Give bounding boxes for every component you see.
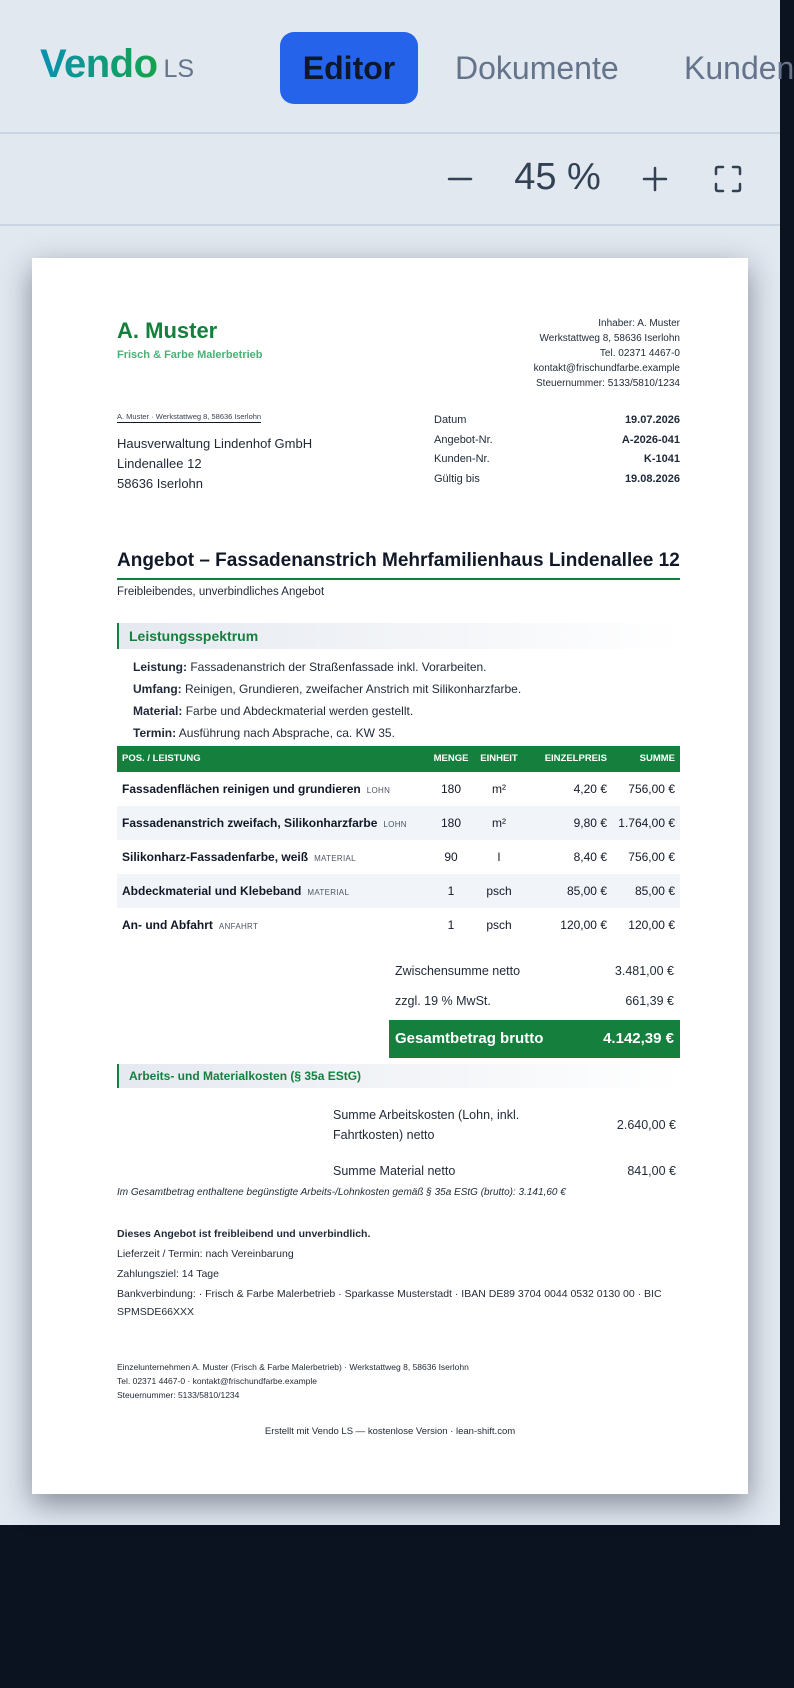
gross-total-row (389, 1020, 680, 1058)
item-sum: 120,00 € (628, 918, 675, 932)
item-price: 4,20 € (573, 782, 607, 796)
item-cell (117, 874, 429, 908)
item-unit: m² (492, 816, 506, 830)
scope-list (133, 656, 521, 744)
subtotal-label: Zwischensumme netto (395, 964, 521, 978)
meta-row (434, 414, 680, 434)
item-tag: MATERIAL (314, 854, 356, 863)
footer-credit: Erstellt mit Vendo LS — kostenlose Version · lean-shift.com (264, 1426, 516, 1437)
section-heading-35a: Arbeits- und Materialkosten (§ 35a EStG) (117, 1064, 680, 1088)
labor-material-block (333, 1098, 680, 1186)
scope-item (133, 722, 521, 744)
vat-row (389, 986, 680, 1016)
subtotal-value: 3.481,00 € (614, 964, 674, 978)
terms-delivery: Lieferzeit / Termin: nach Vereinbarung (117, 1248, 294, 1260)
item-cell (117, 772, 429, 806)
app-logo[interactable] (40, 42, 194, 87)
meta-row (434, 434, 680, 454)
footer-line: Einzelunternehmen A. Muster (Frisch & Farbe Malerbetrieb) · Werkstattweg 8, 58636 Iserlohn (117, 1362, 469, 1372)
item-tag: MATERIAL (307, 888, 350, 897)
item-qty: 180 (440, 782, 462, 796)
terms-bank: Bankverbindung: · Frisch & Farbe Malerbetrieb · Sparkasse Musterstadt · IBAN DE89 3704 0044 0532 0130 00 · BIC SPMSDE66XXX (117, 1288, 662, 1318)
scope-text: Fassadenanstrich der Straßenfassade inkl. Vorarbeiten. (190, 660, 487, 674)
minus-icon (447, 166, 473, 192)
vat-value: 661,39 € (625, 994, 674, 1008)
scope-text: Ausführung nach Absprache, ca. KW 35. (178, 726, 395, 740)
column-header: EINZELPREIS (544, 753, 607, 764)
item-name: An- und Abfahrt (122, 918, 213, 932)
meta-row (434, 453, 680, 473)
table-row[interactable] (117, 806, 680, 840)
column-header: EINHEIT (480, 753, 518, 764)
terms-block (117, 1224, 680, 1321)
zoom-level: 45 % (514, 156, 601, 198)
item-qty: 90 (444, 850, 458, 864)
scope-item (133, 678, 521, 700)
item-unit: m² (492, 782, 506, 796)
material-cost-label: Summe Material netto (333, 1164, 456, 1178)
item-cell (117, 908, 429, 942)
material-cost-value: 841,00 € (627, 1164, 676, 1178)
labor-cost-value: 2.640,00 € (616, 1118, 676, 1132)
gross-value: 4.142,39 € (603, 1030, 674, 1047)
sender-line: Inhaber: A. Muster (598, 318, 680, 329)
item-qty: 1 (447, 884, 455, 898)
footer-line: Tel. 02371 4467-0 · kontakt@frischundfarbe.example (117, 1376, 317, 1386)
item-unit: psch (486, 884, 512, 898)
recipient-address (117, 434, 312, 494)
tab-editor[interactable]: Editor (280, 32, 418, 104)
column-header: POS. / LEISTUNG (122, 753, 201, 764)
company-subtitle: Frisch & Farbe Malerbetrieb (117, 349, 263, 361)
item-sum: 1.764,00 € (618, 816, 675, 830)
top-navigation (0, 0, 794, 134)
scope-label: Termin: (133, 726, 177, 740)
sender-line: Tel. 02371 4467-0 (599, 348, 680, 359)
item-unit: psch (486, 918, 512, 932)
item-cell (117, 840, 429, 874)
terms-payment: Zahlungsziel: 14 Tage (117, 1268, 219, 1280)
document-subtitle: Freibleibendes, unverbindliches Angebot (117, 586, 325, 598)
scope-label: Umfang: (133, 682, 182, 696)
document-meta (434, 414, 680, 492)
footer-line: Steuernummer: 5133/5810/1234 (117, 1390, 240, 1400)
meta-label: Angebot-Nr. (434, 433, 493, 446)
recipient-line: Hausverwaltung Lindenhof GmbH (117, 436, 313, 451)
sender-line: Steuernummer: 5133/5810/1234 (536, 378, 680, 389)
item-name: Fassadenanstrich zweifach, Silikonharzfarbe (122, 816, 378, 830)
zoom-out-button[interactable] (435, 154, 485, 204)
table-row[interactable] (117, 772, 680, 806)
document-preview[interactable] (32, 258, 748, 1494)
item-name: Fassadenflächen reinigen und grundieren (122, 782, 361, 796)
table-row[interactable] (117, 908, 680, 942)
zoom-toolbar (0, 136, 780, 226)
item-sum: 85,00 € (634, 884, 675, 898)
item-qty: 180 (440, 816, 462, 830)
recipient-line: Lindenallee 12 (117, 456, 202, 471)
item-sum: 756,00 € (628, 782, 675, 796)
footer-legal (117, 1360, 469, 1402)
company-name: A. Muster (117, 318, 218, 343)
tax-note-35a: Im Gesamtbetrag enthaltene begünstigte Arbeits-/Lohnkosten gemäß § 35a EStG (brutto): 3.141,60 € (117, 1187, 566, 1198)
item-qty: 1 (447, 918, 455, 932)
fullscreen-button[interactable] (703, 154, 753, 204)
labor-cost-label: Summe Arbeitskosten (Lohn, inkl. Fahrtkosten) netto (333, 1108, 520, 1142)
vat-label: zzgl. 19 % MwSt. (395, 994, 491, 1008)
subtotal-row (389, 956, 680, 986)
item-sum: 756,00 € (628, 850, 675, 864)
meta-label: Gültig bis (434, 472, 480, 485)
meta-label: Datum (434, 414, 467, 426)
fullscreen-icon (714, 165, 742, 193)
logo-suffix: LS (163, 55, 195, 83)
table-row[interactable] (117, 840, 680, 874)
item-tag: ANFAHRT (218, 922, 259, 931)
meta-value: 19.07.2026 (624, 414, 680, 426)
sender-line: kontakt@frischundfarbe.example (533, 363, 680, 374)
table-header (117, 746, 680, 772)
meta-row (434, 473, 680, 493)
item-tag: LOHN (366, 786, 391, 795)
sender-line: Werkstattweg 8, 58636 Iserlohn (539, 333, 680, 344)
table-row[interactable] (117, 874, 680, 908)
item-name: Abdeckmaterial und Klebeband (122, 884, 302, 898)
item-price: 8,40 € (573, 850, 607, 864)
meta-label: Kunden-Nr. (434, 453, 490, 465)
tab-dokumente[interactable]: Dokumente (455, 50, 619, 86)
column-header: SUMME (639, 753, 675, 764)
terms-freibleibend: Dieses Angebot ist freibleibend und unverbindlich. (117, 1228, 371, 1240)
scope-label: Material: (133, 704, 183, 718)
item-price: 120,00 € (560, 918, 607, 932)
meta-value: A-2026-041 (621, 433, 680, 446)
scope-label: Leistung: (133, 660, 187, 674)
labor-cost-row (333, 1098, 680, 1152)
meta-value: K-1041 (643, 453, 680, 465)
column-header: MENGE (433, 753, 469, 764)
logo-wordmark: Vendo (40, 42, 158, 86)
tab-kunden[interactable]: Kunden (684, 50, 794, 86)
item-tag: LOHN (383, 820, 407, 829)
zoom-in-button[interactable] (630, 154, 680, 204)
items-table (117, 746, 680, 942)
sender-address (534, 316, 680, 391)
document-title: Angebot – Fassadenanstrich Mehrfamilienhaus Lindenallee 12 (117, 550, 680, 580)
plus-icon (642, 166, 668, 192)
gross-label: Gesamtbetrag brutto (395, 1030, 544, 1047)
totals-block (389, 956, 680, 1058)
item-price: 9,80 € (573, 816, 607, 830)
recipient-line: 58636 Iserlohn (117, 476, 204, 491)
return-address-line: A. Muster · Werkstattweg 8, 58636 Iserlohn (117, 412, 262, 421)
item-unit: l (497, 850, 501, 864)
meta-value: 19.08.2026 (624, 472, 680, 485)
item-name: Silikonharz-Fassadenfarbe, weiß (122, 850, 309, 864)
item-price: 85,00 € (566, 884, 607, 898)
item-cell (117, 806, 429, 840)
scope-item (133, 700, 521, 722)
scope-item (133, 656, 521, 678)
section-heading-leistungsspektrum: Leistungsspektrum (117, 623, 680, 649)
scope-text: Reinigen, Grundieren, zweifacher Anstrich mit Silikonharzfarbe. (185, 682, 522, 696)
scope-text: Farbe und Abdeckmaterial werden gestellt. (185, 704, 414, 718)
material-cost-row (333, 1156, 680, 1186)
